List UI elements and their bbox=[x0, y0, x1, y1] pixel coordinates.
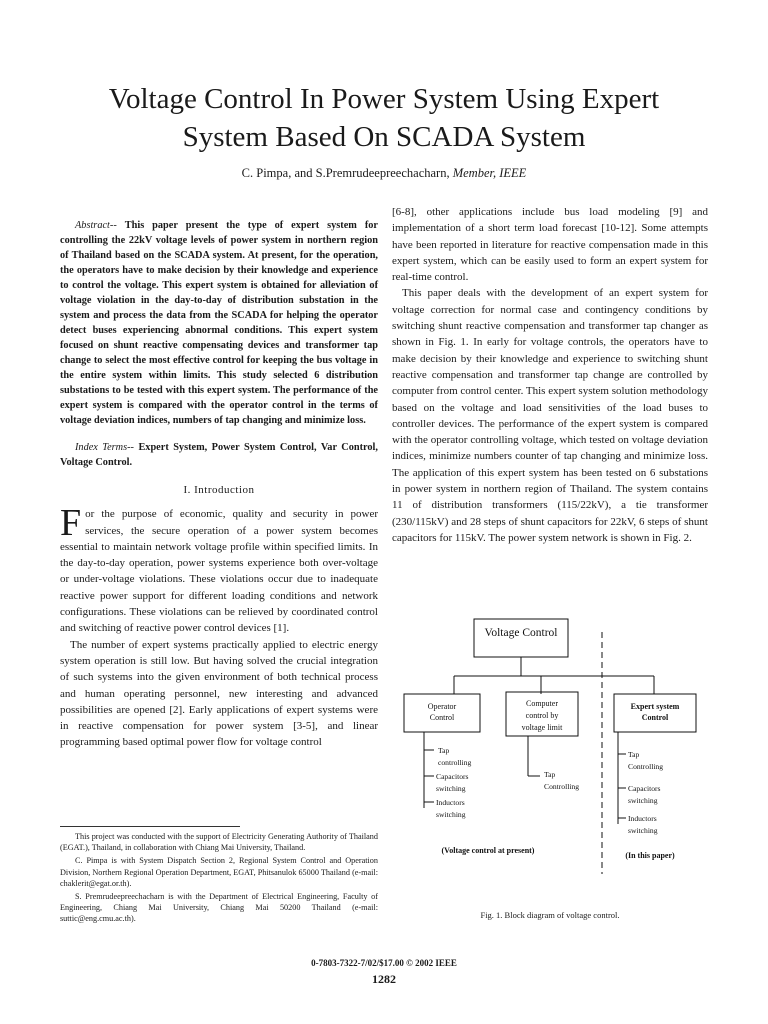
footnotes bbox=[60, 831, 378, 927]
index-terms bbox=[60, 440, 378, 470]
left-column bbox=[60, 218, 378, 751]
figure-1 bbox=[392, 612, 708, 932]
author-names: C. Pimpa, and S.Premrudeepreechacharn, bbox=[241, 166, 450, 180]
intro-paragraph-2: The number of expert systems practically applied to electric energy system operation is still low. But having solved the crucial integration of such systems into the given environment of both technical process and human operating personnel, new interesting and advanced possibilities are opened [2]. Early applications of expert systems were in reactive compensation for power system [3-5], and linear programming based optimal power flow for voltage control bbox=[60, 638, 378, 749]
label-this-paper: (In this paper) bbox=[625, 851, 675, 860]
op-item-1b: controlling bbox=[438, 758, 472, 767]
copyright-line: 0-7803-7322-7/02/$17.00 © 2002 IEEE bbox=[311, 958, 457, 968]
section-heading: I. Introduction bbox=[183, 484, 255, 496]
footnote-author-1: C. Pimpa is with System Dispatch Section 2, Regional System Control and Operation Division, Northern Regional Operation Department, EGAT, Phitsanulok 65000 Thailand (e-mail: chaklerit@egat.or.th). bbox=[60, 856, 378, 888]
op-item-3a: Inductors bbox=[436, 798, 465, 807]
footnote-author-2: S. Premrudeepreechacharn is with the Department of Electrical Engineering, Faculty of Engineering, Chiang Mai University, Chiang Mai 50200 Thailand (e-mail: suttic@eng.cmu.ac.th). bbox=[60, 892, 378, 924]
expert-label-1: Expert system bbox=[630, 702, 680, 711]
es-item-3b: switching bbox=[628, 826, 658, 835]
author-membership: Member, IEEE bbox=[452, 166, 527, 180]
drop-cap: F bbox=[60, 502, 82, 545]
title-line-1: Voltage Control In Power System Using Expert bbox=[108, 83, 660, 115]
intro-paragraph-1-text: or the purpose of economic, quality and security in power services, the secure operation of a power system becomes essential to maintain network voltage profile within specified limits. In the day-to-day operation, power systems experience both over-voltage or under-voltage violations. These violations occur due to inadequate reactive power support for different loading conditions and network configurations. These violations can be relieved by coordinated control and switching of reactive power control devices [1]. bbox=[60, 508, 378, 635]
op-item-2a: Capacitors bbox=[436, 772, 469, 781]
intro-paragraph-1 bbox=[60, 502, 378, 636]
expert-label-2: Control bbox=[641, 713, 669, 722]
author-line bbox=[60, 166, 708, 181]
block-diagram bbox=[392, 612, 708, 912]
footnote-rule bbox=[60, 826, 240, 827]
right-column bbox=[392, 204, 708, 546]
op-item-3b: switching bbox=[436, 810, 466, 819]
cc-item-1a: Tap bbox=[544, 770, 556, 779]
abstract-text: This paper present the type of expert system for controlling the 22kV voltage levels of power system in northern region of Thailand based on the SCADA system. At present, for the operation, the operators have to make decision by their knowledge and experience to control the voltage. This expert system is obtained for alleviation of voltage violation in the day-to-day of distribution substation in the system and process the data from the SCADA for helping the operator detect buses experiencing abnormal conditions. This expert system focused on shunt reactive compensating devices and transformer tap change to select the most effective control for keeping the bus voltage in the entire system within limits. This study selected 6 distribution substations to be tested with this expert system. The performance of the expert system is compared with the operator control in the terms of voltage deviation indices, numbers of tap changing and minimize loss. bbox=[60, 220, 378, 426]
paper-title bbox=[60, 80, 708, 156]
operator-label-2: Control bbox=[429, 713, 455, 722]
op-item-1a: Tap bbox=[438, 746, 450, 755]
abstract bbox=[60, 218, 378, 428]
figure-caption: Fig. 1. Block diagram of voltage control. bbox=[480, 910, 620, 920]
computer-label-3: voltage limit bbox=[521, 723, 563, 732]
right-paragraph-2: This paper deals with the development of an expert system for voltage correction for normal case and contingency conditions by switching shunt reactive compensation and transformer tap changer as shown in Fig. 1. In early for voltage controls, the operators have to make decision by their knowledge and experience to switching shunt reactive compensation and transformer tap change are controlled by computer from control center. This expert system solution methodology based on the voltage and load sensitivities of the load buses to controller devices. The performance of the expert system is compared with the operator controlling voltage, which tested on voltage deviation indices, minimize numbers counter of tap changing and minimize loss. The application of this expert system has been tested on 6 substations in power system in northern region of Thailand. The system contains 11 of distribution transformers (115/22kV), a tie transformer (230/115kV) and 28 steps of shunt capacitors for 22kV, 6 steps of shunt capacitors for 115kV. The power system network is shown in Fig. 2. bbox=[392, 287, 708, 544]
abstract-label: Abstract-- bbox=[75, 220, 117, 231]
page-number: 1282 bbox=[372, 972, 396, 986]
es-item-2b: switching bbox=[628, 796, 658, 805]
es-item-2a: Capacitors bbox=[628, 784, 661, 793]
index-terms-text: Expert System, Power System Control, Var Control, Voltage Control. bbox=[60, 442, 378, 468]
root-label: Voltage Control bbox=[484, 627, 558, 639]
es-item-1a: Tap bbox=[628, 750, 640, 759]
es-item-1b: Controlling bbox=[628, 762, 664, 771]
right-paragraph-1: [6-8], other applications include bus load modeling [9] and implementation of a short term load forecast [10-12]. Some attempts have been reported in literature for reactive compensation made in this expert system, which can be easily used to form an expert system for real-time control. bbox=[392, 206, 708, 284]
computer-label-2: control by bbox=[525, 711, 559, 720]
label-present: (Voltage control at present) bbox=[441, 846, 535, 855]
title-line-2: System Based On SCADA System bbox=[182, 121, 586, 153]
computer-label-1: Computer bbox=[526, 699, 558, 708]
operator-label-1: Operator bbox=[427, 702, 457, 711]
cc-item-1b: Controlling bbox=[544, 782, 580, 791]
op-item-2b: switching bbox=[436, 784, 466, 793]
index-terms-label: Index Terms-- bbox=[75, 442, 134, 453]
es-item-3a: Inductors bbox=[628, 814, 657, 823]
footnote-funding: This project was conducted with the support of Electricity Generating Authority of Thailand (EGAT.), Thailand, in collaboration with Chiang Mai University, Thailand. bbox=[60, 832, 378, 853]
